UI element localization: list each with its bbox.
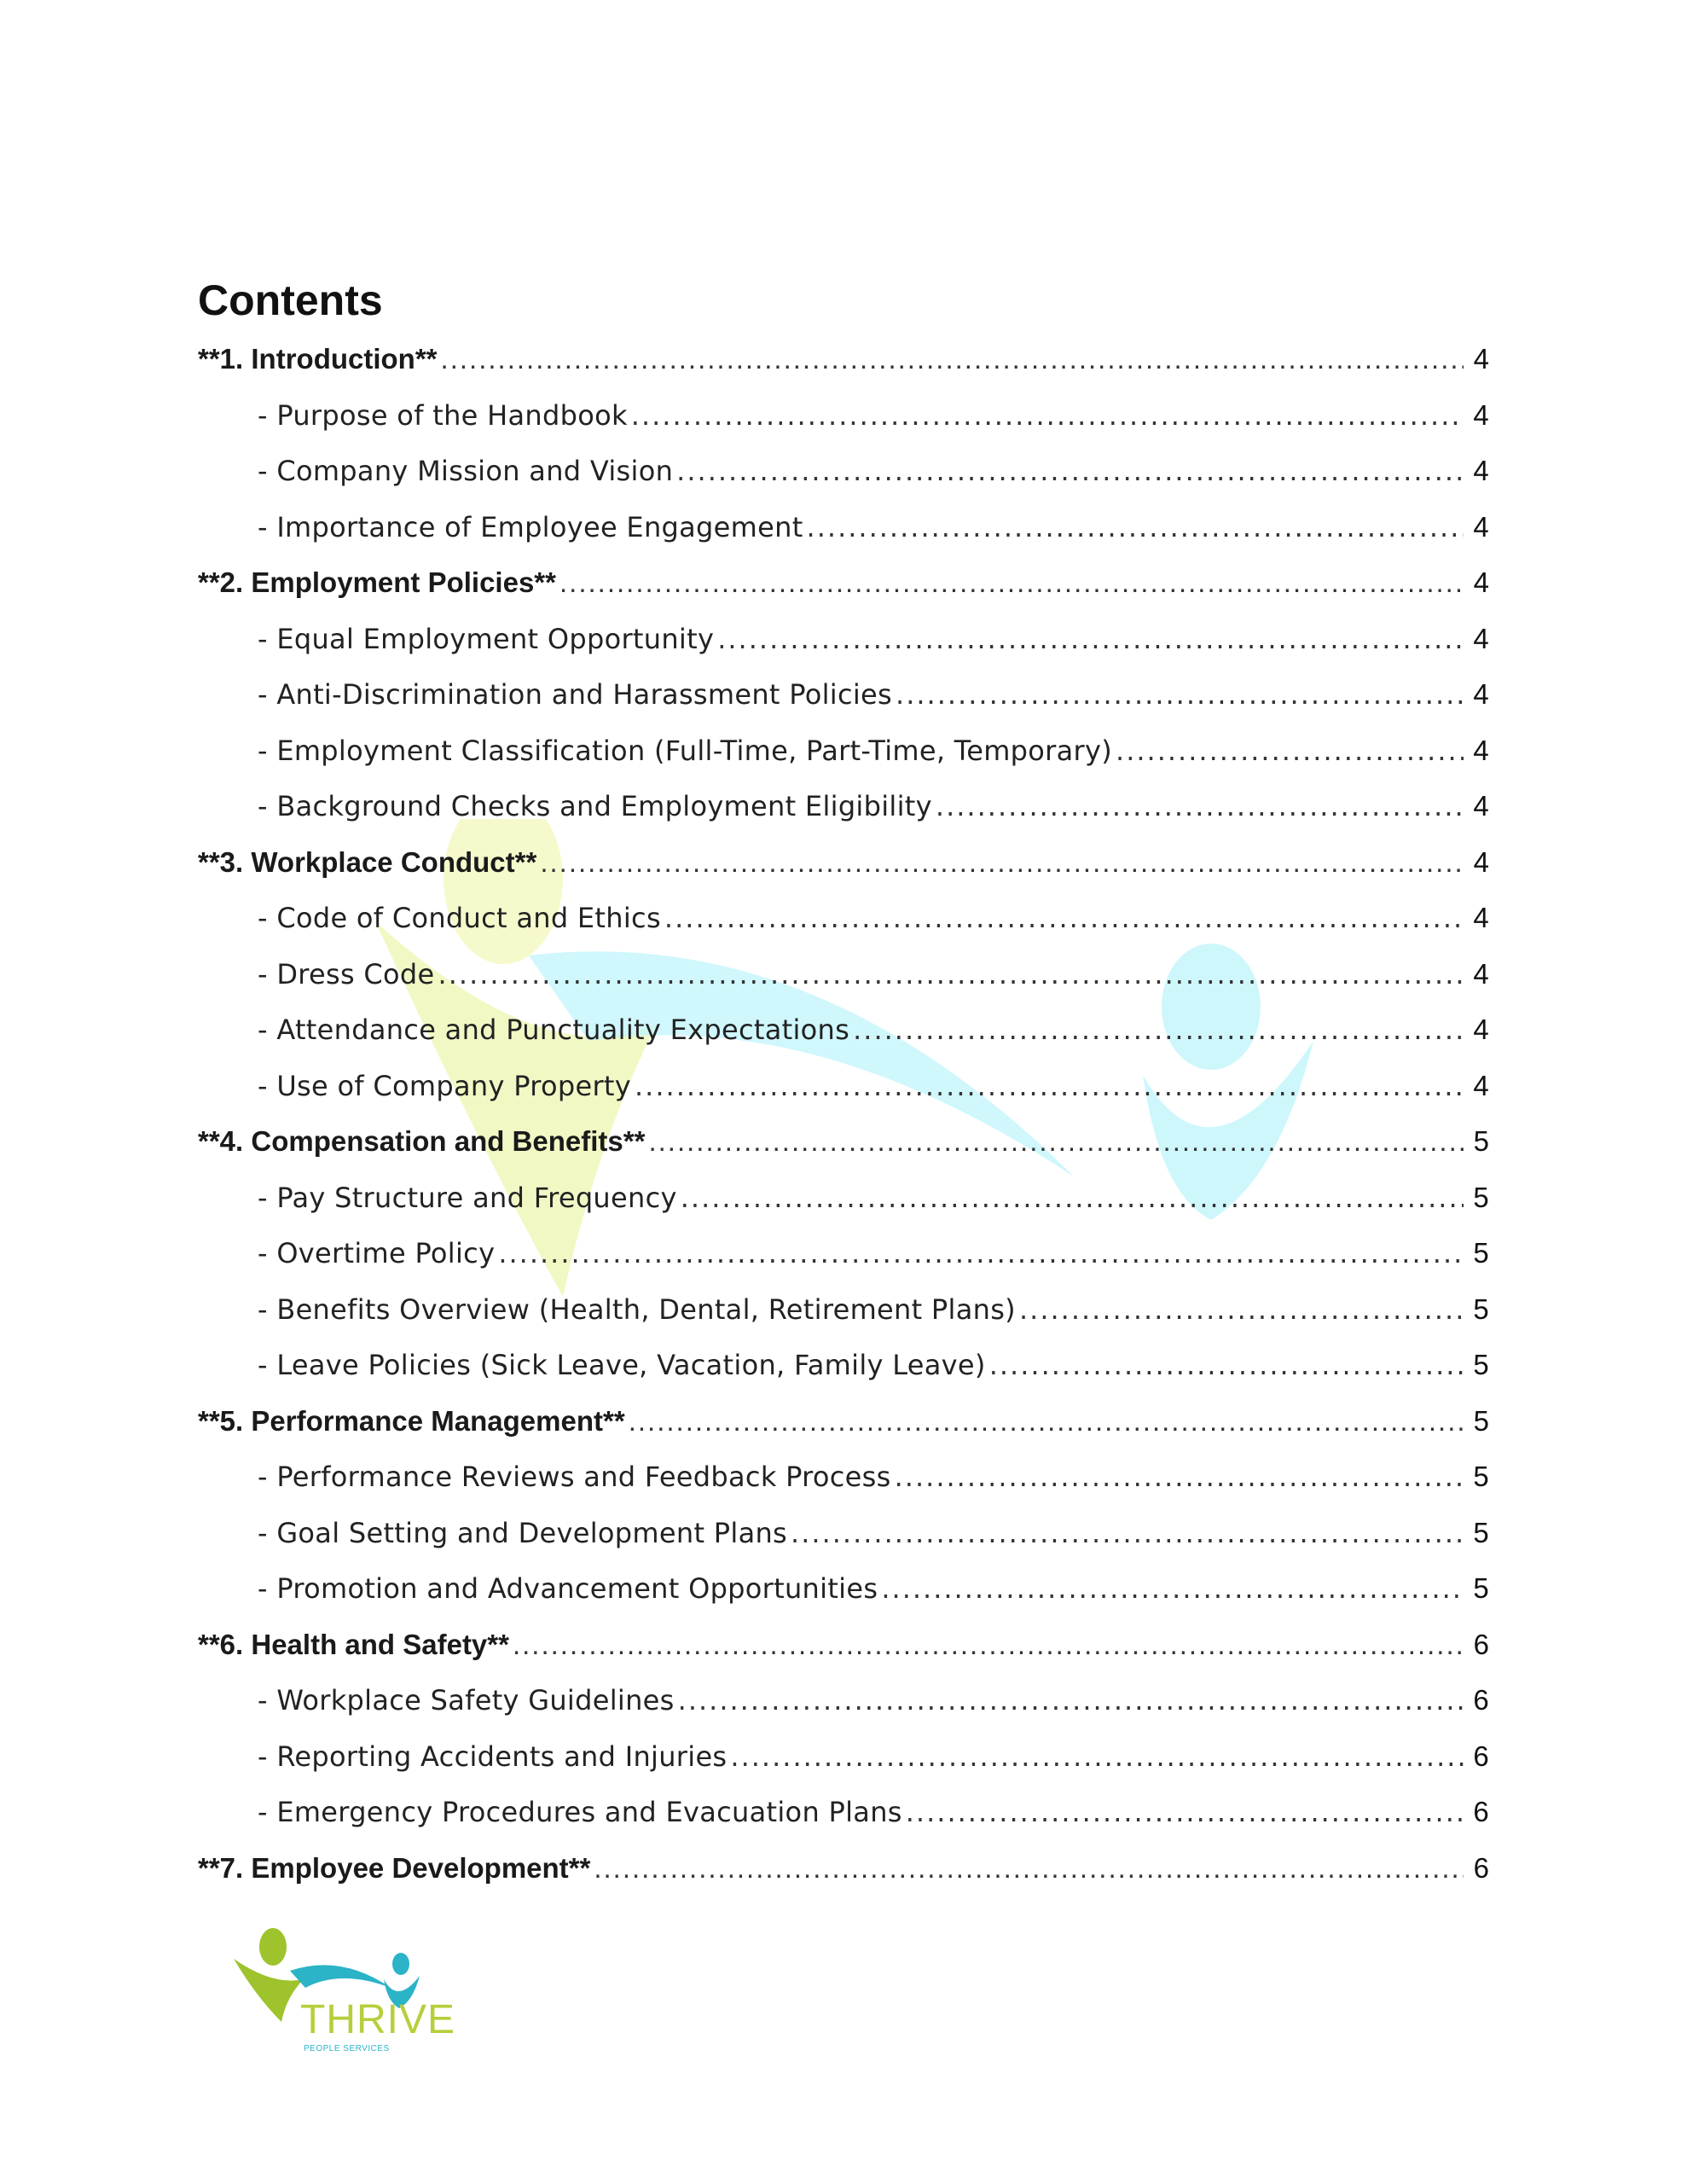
- table-of-contents: [198, 331, 1489, 1896]
- logo-wordmark: THRIVE: [300, 1997, 456, 2042]
- toc-page-number: 5: [1473, 1292, 1489, 1325]
- toc-subsection-entry[interactable]: [198, 1560, 1489, 1617]
- toc-entry-label: **2. Employment Policies**: [198, 566, 556, 598]
- toc-page-number: 6: [1473, 1796, 1489, 1827]
- toc-subsection-entry[interactable]: [198, 723, 1489, 779]
- toc-entry-label: - Background Checks and Employment Eligibility: [258, 790, 932, 822]
- toc-page-number: 4: [1473, 902, 1489, 933]
- toc-page-number: 6: [1473, 1684, 1489, 1716]
- dot-leader: [441, 331, 1464, 387]
- toc-entry-label: - Workplace Safety Guidelines: [258, 1684, 675, 1716]
- toc-page-number: 5: [1473, 1516, 1489, 1548]
- dot-leader: [540, 834, 1464, 891]
- toc-entry-label: - Attendance and Punctuality Expectations: [258, 1014, 850, 1046]
- toc-subsection-entry[interactable]: [198, 499, 1489, 555]
- toc-page-number: 5: [1473, 1572, 1489, 1604]
- dot-leader: [438, 947, 1464, 1003]
- toc-entry-label: **3. Workplace Conduct**: [198, 845, 537, 878]
- toc-page-number: 4: [1473, 455, 1489, 486]
- toc-section-entry[interactable]: [198, 555, 1489, 611]
- toc-page-number: 5: [1473, 1349, 1489, 1380]
- toc-subsection-entry[interactable]: [198, 1170, 1489, 1226]
- toc-subsection-entry[interactable]: [198, 666, 1489, 723]
- toc-page-number: 5: [1473, 1404, 1489, 1437]
- dot-leader: [678, 1673, 1464, 1729]
- dot-leader: [594, 1840, 1464, 1896]
- toc-subsection-entry[interactable]: [198, 387, 1489, 444]
- toc-subsection-entry[interactable]: [198, 611, 1489, 667]
- toc-page-number: 4: [1473, 398, 1489, 431]
- toc-entry-label: - Anti-Discrimination and Harassment Policies: [258, 678, 893, 711]
- dot-leader: [989, 1338, 1464, 1394]
- toc-entry-label: - Use of Company Property: [258, 1069, 631, 1102]
- dot-leader: [513, 1617, 1464, 1673]
- toc-entry-label: - Leave Policies (Sick Leave, Vacation, Family Leave): [258, 1349, 986, 1381]
- toc-page-number: 5: [1473, 1461, 1489, 1492]
- dot-leader: [1116, 723, 1464, 780]
- dot-leader: [791, 1506, 1464, 1562]
- toc-subsection-entry[interactable]: [198, 1728, 1489, 1785]
- toc-page-number: 5: [1473, 1181, 1489, 1213]
- toc-page-number: 4: [1473, 622, 1489, 654]
- toc-entry-label: - Company Mission and Vision: [258, 455, 674, 487]
- toc-section-entry[interactable]: [198, 1840, 1489, 1896]
- toc-entry-label: - Employment Classification (Full-Time, Part-Time, Temporary): [258, 734, 1113, 767]
- dot-leader: [906, 1785, 1464, 1841]
- logo-tagline: PEOPLE SERVICES: [304, 2044, 390, 2053]
- toc-page-number: 5: [1473, 1125, 1489, 1157]
- toc-subsection-entry[interactable]: [198, 1058, 1489, 1114]
- toc-entry-label: - Equal Employment Opportunity: [258, 622, 715, 655]
- toc-subsection-entry[interactable]: [198, 1281, 1489, 1338]
- toc-entry-label: - Dress Code: [258, 957, 435, 990]
- toc-section-entry[interactable]: [198, 834, 1489, 891]
- toc-subsection-entry[interactable]: [198, 1784, 1489, 1840]
- toc-entry-label: - Overtime Policy: [258, 1237, 496, 1269]
- toc-section-entry[interactable]: [198, 1113, 1489, 1170]
- toc-subsection-entry[interactable]: [198, 946, 1489, 1002]
- toc-page-number: 4: [1473, 1014, 1489, 1045]
- toc-entry-label: - Goal Setting and Development Plans: [258, 1516, 788, 1549]
- toc-entry-label: **5. Performance Management**: [198, 1404, 625, 1437]
- toc-entry-label: - Pay Structure and Frequency: [258, 1181, 677, 1214]
- toc-page-number: 4: [1473, 790, 1489, 822]
- toc-entry-label: **4. Compensation and Benefits**: [198, 1125, 646, 1157]
- toc-page: [198, 271, 1489, 1896]
- dot-leader: [635, 1059, 1464, 1115]
- dot-leader: [936, 779, 1464, 835]
- toc-entry-label: **6. Health and Safety**: [198, 1628, 509, 1660]
- toc-section-entry[interactable]: [198, 1617, 1489, 1673]
- toc-page-number: 6: [1473, 1740, 1489, 1772]
- dot-leader: [559, 555, 1464, 611]
- toc-page-number: 4: [1473, 845, 1489, 878]
- toc-page-number: 6: [1473, 1628, 1489, 1660]
- dot-leader: [717, 612, 1464, 668]
- toc-subsection-entry[interactable]: [198, 1672, 1489, 1728]
- dot-leader: [664, 891, 1464, 947]
- toc-subsection-entry[interactable]: [198, 778, 1489, 834]
- toc-entry-label: **1. Introduction**: [198, 343, 438, 375]
- dot-leader: [807, 500, 1464, 556]
- dot-leader: [631, 388, 1464, 444]
- toc-entry-label: - Promotion and Advancement Opportunities: [258, 1572, 878, 1605]
- dot-leader: [1019, 1282, 1464, 1339]
- dot-leader: [629, 1393, 1464, 1449]
- dot-leader: [881, 1561, 1464, 1618]
- dot-leader: [730, 1729, 1464, 1786]
- toc-section-entry[interactable]: [198, 1393, 1489, 1449]
- toc-entry-label: - Reporting Accidents and Injuries: [258, 1740, 728, 1773]
- dot-leader: [648, 1113, 1464, 1170]
- toc-entry-label: - Emergency Procedures and Evacuation Plans: [258, 1796, 902, 1828]
- toc-subsection-entry[interactable]: [198, 1225, 1489, 1281]
- toc-entry-label: - Benefits Overview (Health, Dental, Retirement Plans): [258, 1292, 1016, 1326]
- dot-leader: [896, 667, 1464, 723]
- toc-page-number: 4: [1473, 510, 1489, 543]
- toc-page-number: 4: [1473, 566, 1489, 598]
- toc-entry-label: **7. Employee Development**: [198, 1851, 591, 1884]
- toc-subsection-entry[interactable]: [198, 443, 1489, 499]
- toc-subsection-entry[interactable]: [198, 1337, 1489, 1393]
- toc-section-entry[interactable]: [198, 331, 1489, 387]
- dot-leader: [853, 1002, 1464, 1059]
- toc-subsection-entry[interactable]: [198, 1505, 1489, 1561]
- toc-page-number: 6: [1473, 1851, 1489, 1884]
- toc-subsection-entry[interactable]: [198, 1002, 1489, 1058]
- toc-page-number: 4: [1473, 343, 1489, 375]
- page-title: Contents: [198, 276, 383, 324]
- dot-leader: [895, 1449, 1464, 1506]
- toc-page-number: 4: [1473, 734, 1489, 766]
- dot-leader: [498, 1226, 1464, 1282]
- toc-entry-label: - Importance of Employee Engagement: [258, 510, 803, 543]
- toc-entry-label: - Code of Conduct and Ethics: [258, 902, 661, 934]
- toc-subsection-entry[interactable]: [198, 890, 1489, 946]
- dot-leader: [681, 1170, 1464, 1227]
- toc-entry-label: - Performance Reviews and Feedback Process: [258, 1461, 891, 1493]
- toc-entry-label: - Purpose of the Handbook: [258, 398, 628, 432]
- toc-page-number: 4: [1473, 678, 1489, 710]
- dot-leader: [676, 444, 1464, 500]
- toc-subsection-entry[interactable]: [198, 1449, 1489, 1505]
- toc-page-number: 4: [1473, 1069, 1489, 1101]
- toc-page-number: 4: [1473, 957, 1489, 990]
- toc-page-number: 5: [1473, 1237, 1489, 1269]
